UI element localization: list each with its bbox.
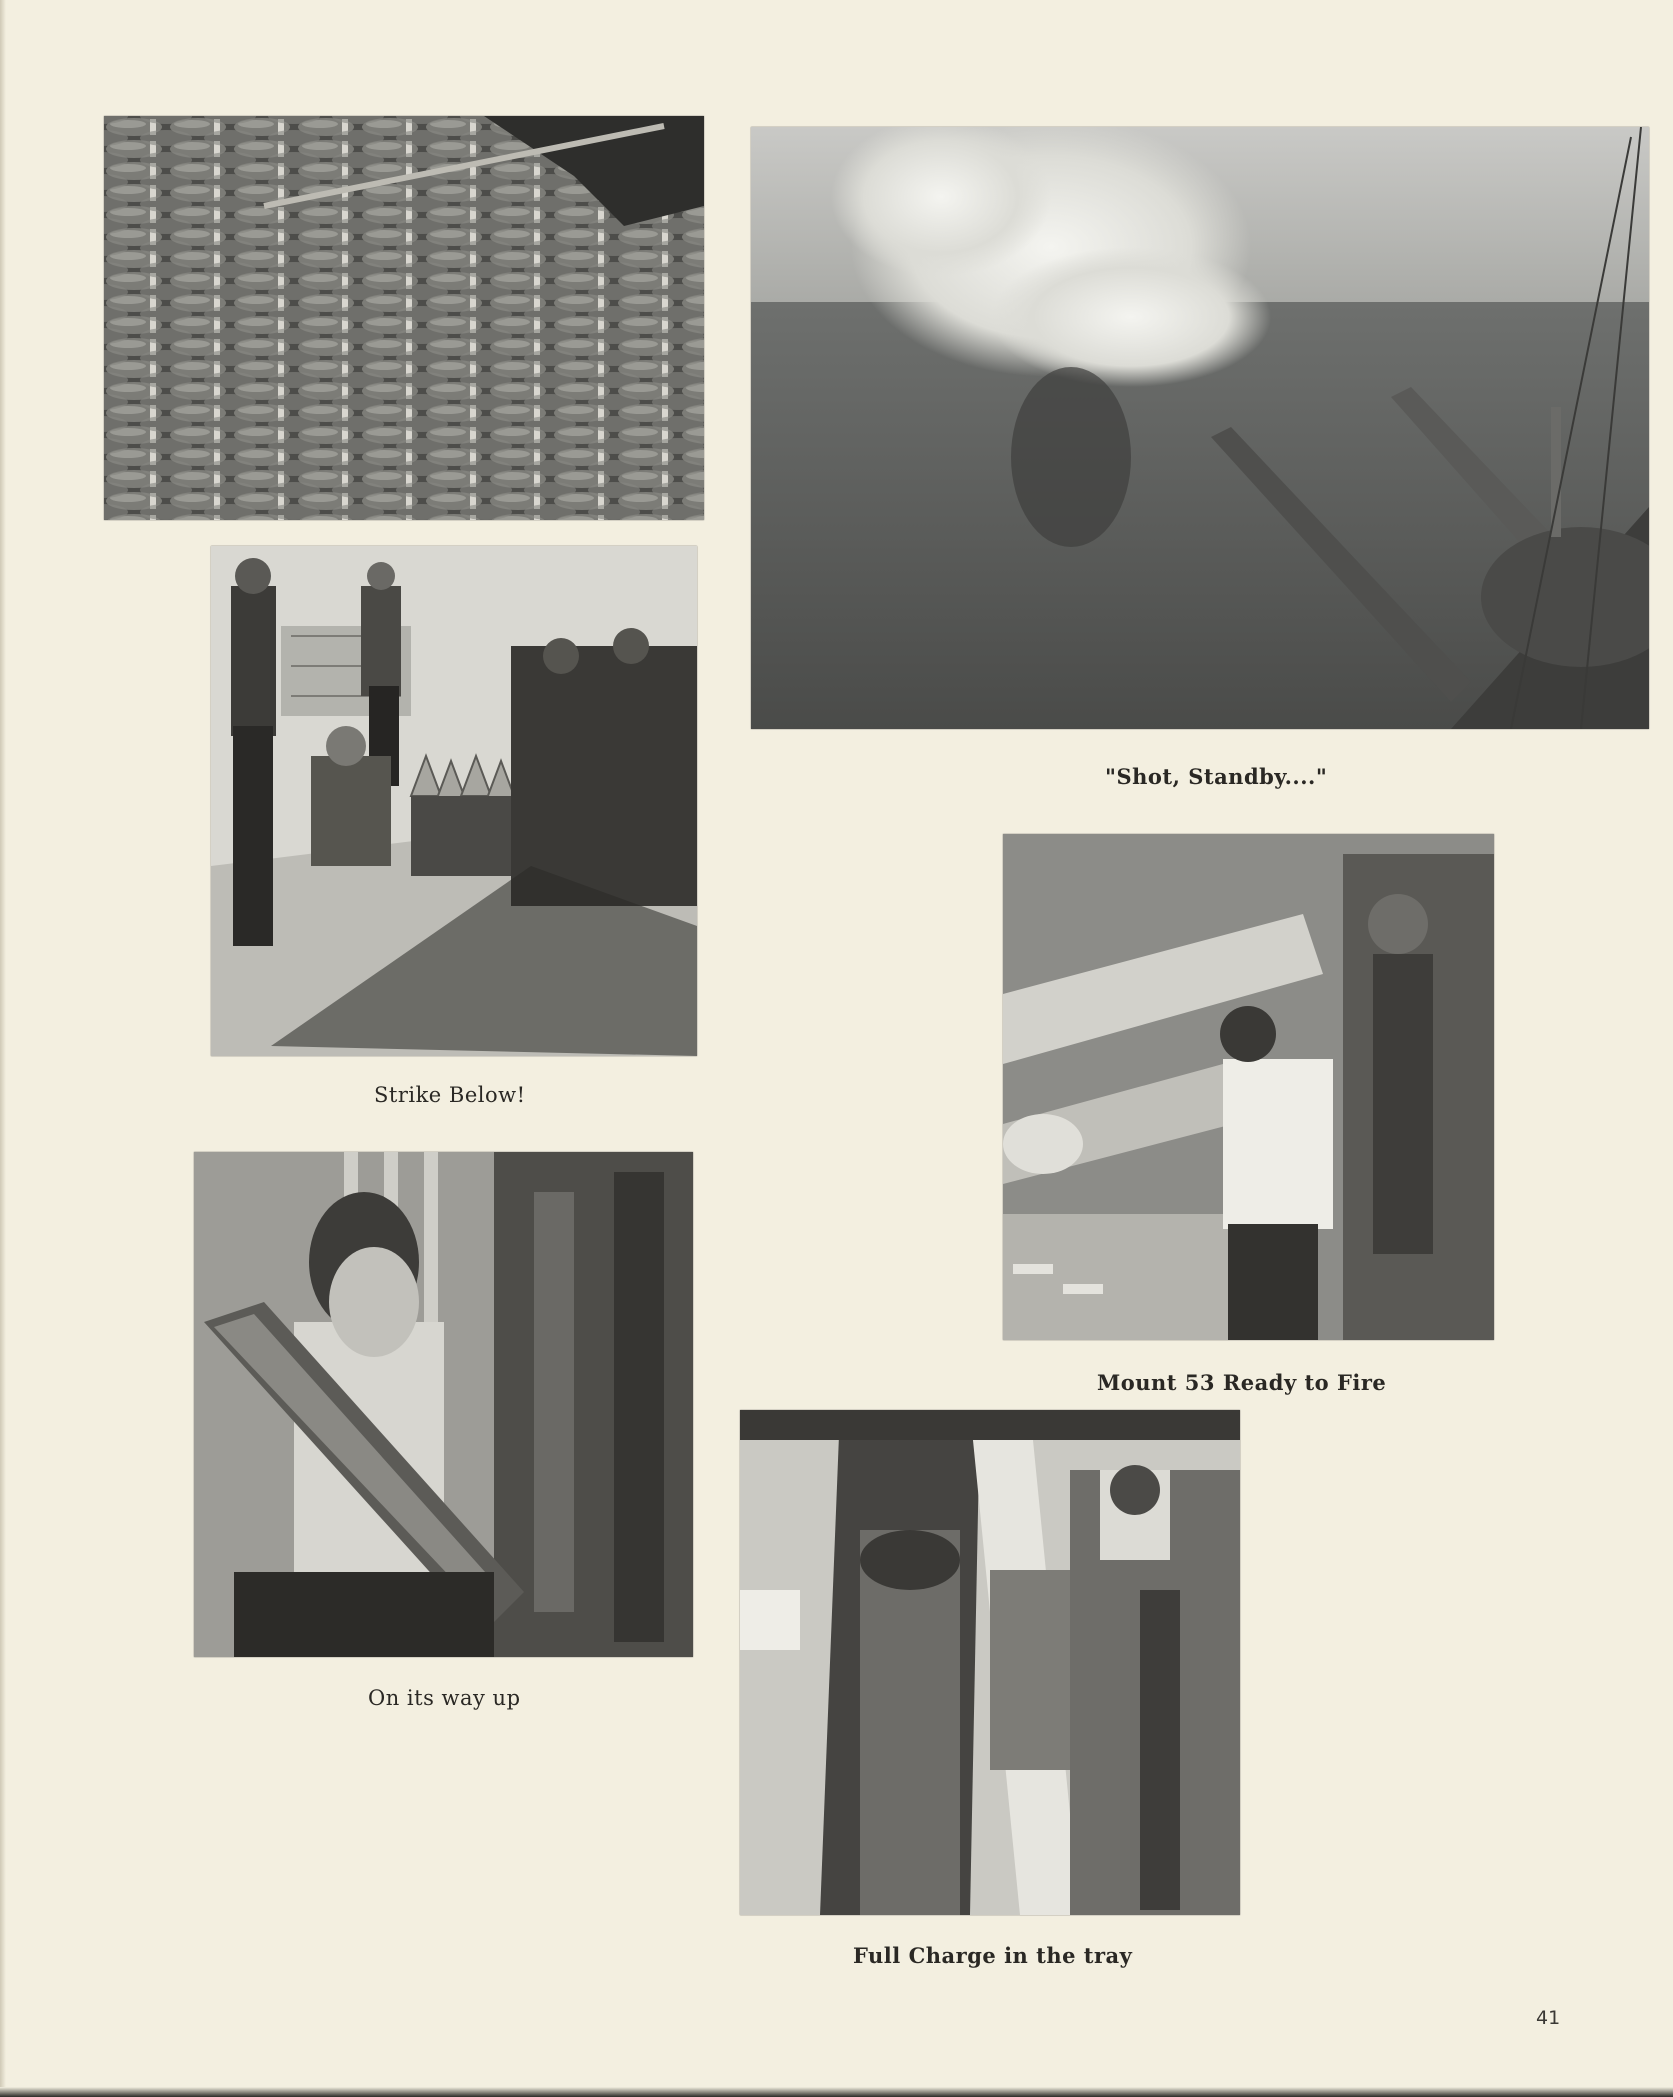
caption-mount-53: Mount 53 Ready to Fire [1097, 1370, 1387, 1395]
photo-stacked-shells [104, 116, 704, 520]
caption-full-charge: Full Charge in the tray [853, 1943, 1133, 1968]
on-its-way-up-image [194, 1152, 693, 1657]
photo-strike-below [211, 546, 697, 1056]
caption-on-its-way-up: On its way up [368, 1686, 521, 1710]
page-edge-shadow [0, 0, 6, 2097]
photo-gun-firing [751, 127, 1649, 729]
caption-strike-below: Strike Below! [374, 1083, 526, 1107]
photo-mount-53 [1003, 834, 1494, 1340]
strike-below-image [211, 546, 697, 1056]
caption-shot-standby: "Shot, Standby...." [1105, 764, 1328, 789]
mount-53-image [1003, 834, 1494, 1340]
gun-firing-image [751, 127, 1649, 729]
photo-full-charge [740, 1410, 1240, 1915]
full-charge-image [740, 1410, 1240, 1915]
page-edge-bottom [0, 2087, 1673, 2097]
stacked-shells-image [104, 116, 704, 520]
page-number: 41 [1536, 2007, 1561, 2029]
photo-on-its-way-up [194, 1152, 693, 1657]
